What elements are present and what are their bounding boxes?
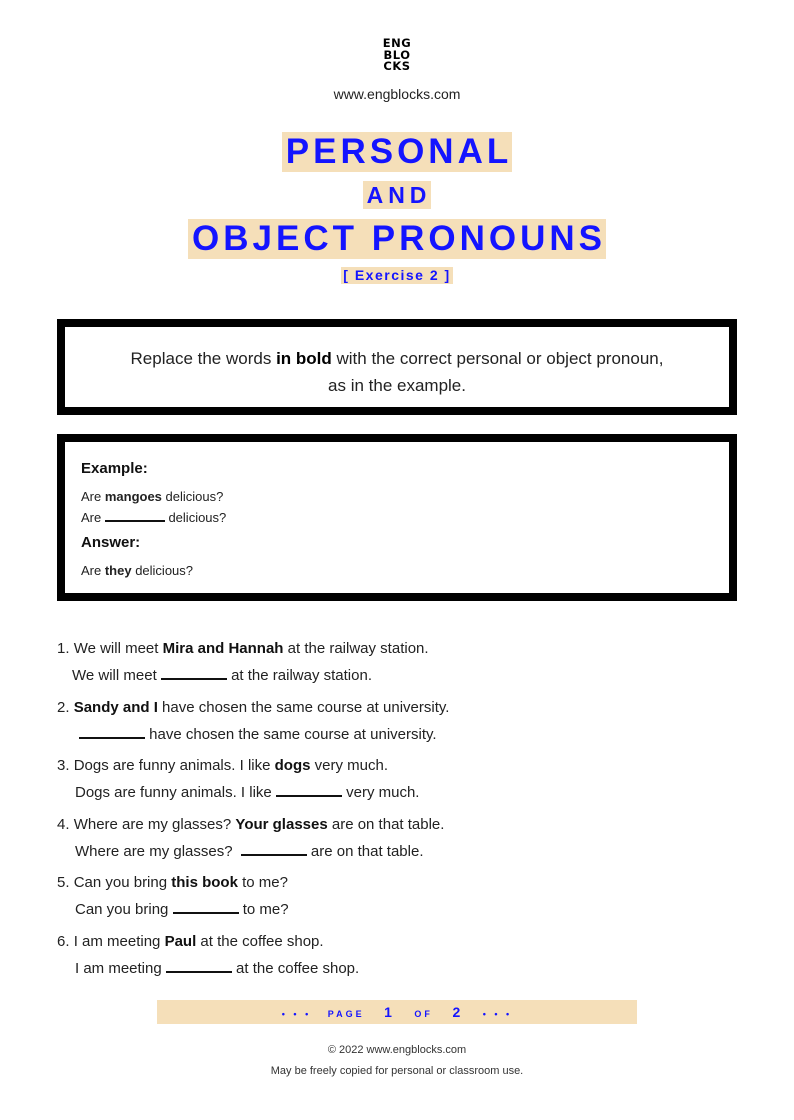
of-word: OF xyxy=(414,1009,433,1019)
answer-text-end: at the railway station. xyxy=(226,667,372,684)
ex1-post: delicious? xyxy=(161,489,224,504)
title-object-pronouns: OBJECT PRONOUNS xyxy=(188,219,606,259)
question-1 xyxy=(57,640,429,658)
ans-bold: they xyxy=(104,563,132,578)
title-line-1 xyxy=(0,132,794,172)
logo-line-3: CKS xyxy=(383,59,411,73)
question-text-end: at the railway station. xyxy=(283,640,429,657)
exercise-label-row xyxy=(0,267,794,285)
page-number: 1 xyxy=(384,1004,395,1020)
answer-blank[interactable] xyxy=(276,785,342,797)
answer-text: Dogs are funny animals. I like xyxy=(75,784,276,801)
ex2-pre: Are xyxy=(81,510,105,525)
question-number: 2. xyxy=(57,699,70,716)
answer-text-end: at the coffee shop. xyxy=(231,960,360,977)
answer-text: Can you bring xyxy=(75,901,173,918)
ans-post: delicious? xyxy=(131,563,194,578)
title-personal: PERSONAL xyxy=(282,132,512,172)
answer-blank[interactable] xyxy=(161,668,227,680)
example-blank-sentence xyxy=(81,507,729,528)
page-word: PAGE xyxy=(327,1009,365,1019)
question-number: 4. xyxy=(57,816,70,833)
question-2 xyxy=(57,699,449,717)
dots-right: • • • xyxy=(482,1009,513,1019)
answer-blank[interactable] xyxy=(166,961,232,973)
page-total: 2 xyxy=(452,1004,464,1020)
question-bold: Sandy and I xyxy=(73,699,158,716)
example-heading: Example: xyxy=(81,460,148,477)
answer-text-end: to me? xyxy=(238,901,289,918)
question-bold: Your glasses xyxy=(235,816,328,833)
question-number: 1. xyxy=(57,640,70,657)
answer-line-6 xyxy=(75,960,359,978)
answer-line-2 xyxy=(79,726,437,744)
license-note: May be freely copied for personal or classroom use. xyxy=(270,1065,524,1077)
dots-left: • • • xyxy=(281,1009,312,1019)
ex1-bold: mangoes xyxy=(104,489,162,504)
example-sentence xyxy=(81,486,729,507)
question-text: Dogs are funny animals. I like xyxy=(73,757,275,774)
instructions-bold: in bold xyxy=(276,349,332,368)
question-number: 3. xyxy=(57,757,70,774)
question-3 xyxy=(57,757,388,775)
answer-text-end: very much. xyxy=(341,784,420,801)
question-text-end: have chosen the same course at university. xyxy=(157,699,450,716)
answer-text: We will meet xyxy=(72,667,161,684)
question-4 xyxy=(57,816,444,834)
question-bold: Paul xyxy=(164,933,197,950)
question-text-end: are on that table. xyxy=(327,816,445,833)
question-bold: Mira and Hannah xyxy=(162,640,284,657)
question-number: 6. xyxy=(57,933,70,950)
instructions-text: Replace the words xyxy=(130,349,277,368)
answer-blank[interactable] xyxy=(173,902,239,914)
copyright: © 2022 www.engblocks.com xyxy=(327,1044,467,1056)
answer-blank[interactable] xyxy=(79,727,145,739)
example-blank[interactable] xyxy=(105,510,165,522)
exercise-label: [ Exercise 2 ] xyxy=(343,267,451,283)
question-6 xyxy=(57,933,324,951)
answer-line-5 xyxy=(75,901,289,919)
ex2-post: delicious? xyxy=(164,510,227,525)
answer-line-4 xyxy=(75,843,423,861)
ex1-pre: Are xyxy=(81,489,105,504)
ans-pre: Are xyxy=(81,563,105,578)
answer-text: Where are my glasses? xyxy=(75,843,237,860)
title-and: AND xyxy=(363,181,432,209)
answer-heading: Answer: xyxy=(81,534,141,551)
answer-text: I am meeting xyxy=(75,960,166,977)
answer-line-1 xyxy=(72,667,372,685)
engblocks-logo xyxy=(0,38,794,73)
question-text: Can you bring xyxy=(73,874,172,891)
title-line-3 xyxy=(0,219,794,259)
question-number: 5. xyxy=(57,874,70,891)
answer-text-end: are on that table. xyxy=(306,843,424,860)
logo-line-1: ENG xyxy=(382,36,412,50)
answer-blank[interactable] xyxy=(241,844,307,856)
example-box xyxy=(57,434,737,601)
instructions-line-1 xyxy=(65,345,729,372)
instructions-box xyxy=(57,319,737,415)
page-indicator xyxy=(157,1000,637,1024)
answer-sentence xyxy=(81,560,729,581)
question-text: I am meeting xyxy=(73,933,165,950)
question-text-end: very much. xyxy=(310,757,388,774)
question-text: We will meet xyxy=(73,640,163,657)
website-url[interactable]: www.engblocks.com xyxy=(333,86,461,102)
answer-line-3 xyxy=(75,784,419,802)
question-text-end: at the coffee shop. xyxy=(196,933,324,950)
question-5 xyxy=(57,874,288,892)
question-text: Where are my glasses? xyxy=(73,816,236,833)
answer-text-end: have chosen the same course at university. xyxy=(145,726,437,743)
title-line-2 xyxy=(0,181,794,209)
question-text-end: to me? xyxy=(237,874,288,891)
question-bold: this book xyxy=(171,874,238,891)
instructions-text-cont: with the correct personal or object pronoun, xyxy=(331,349,664,368)
question-bold: dogs xyxy=(274,757,311,774)
logo-line-2: BLO xyxy=(383,47,411,62)
instructions-line-2: as in the example. xyxy=(328,376,466,395)
